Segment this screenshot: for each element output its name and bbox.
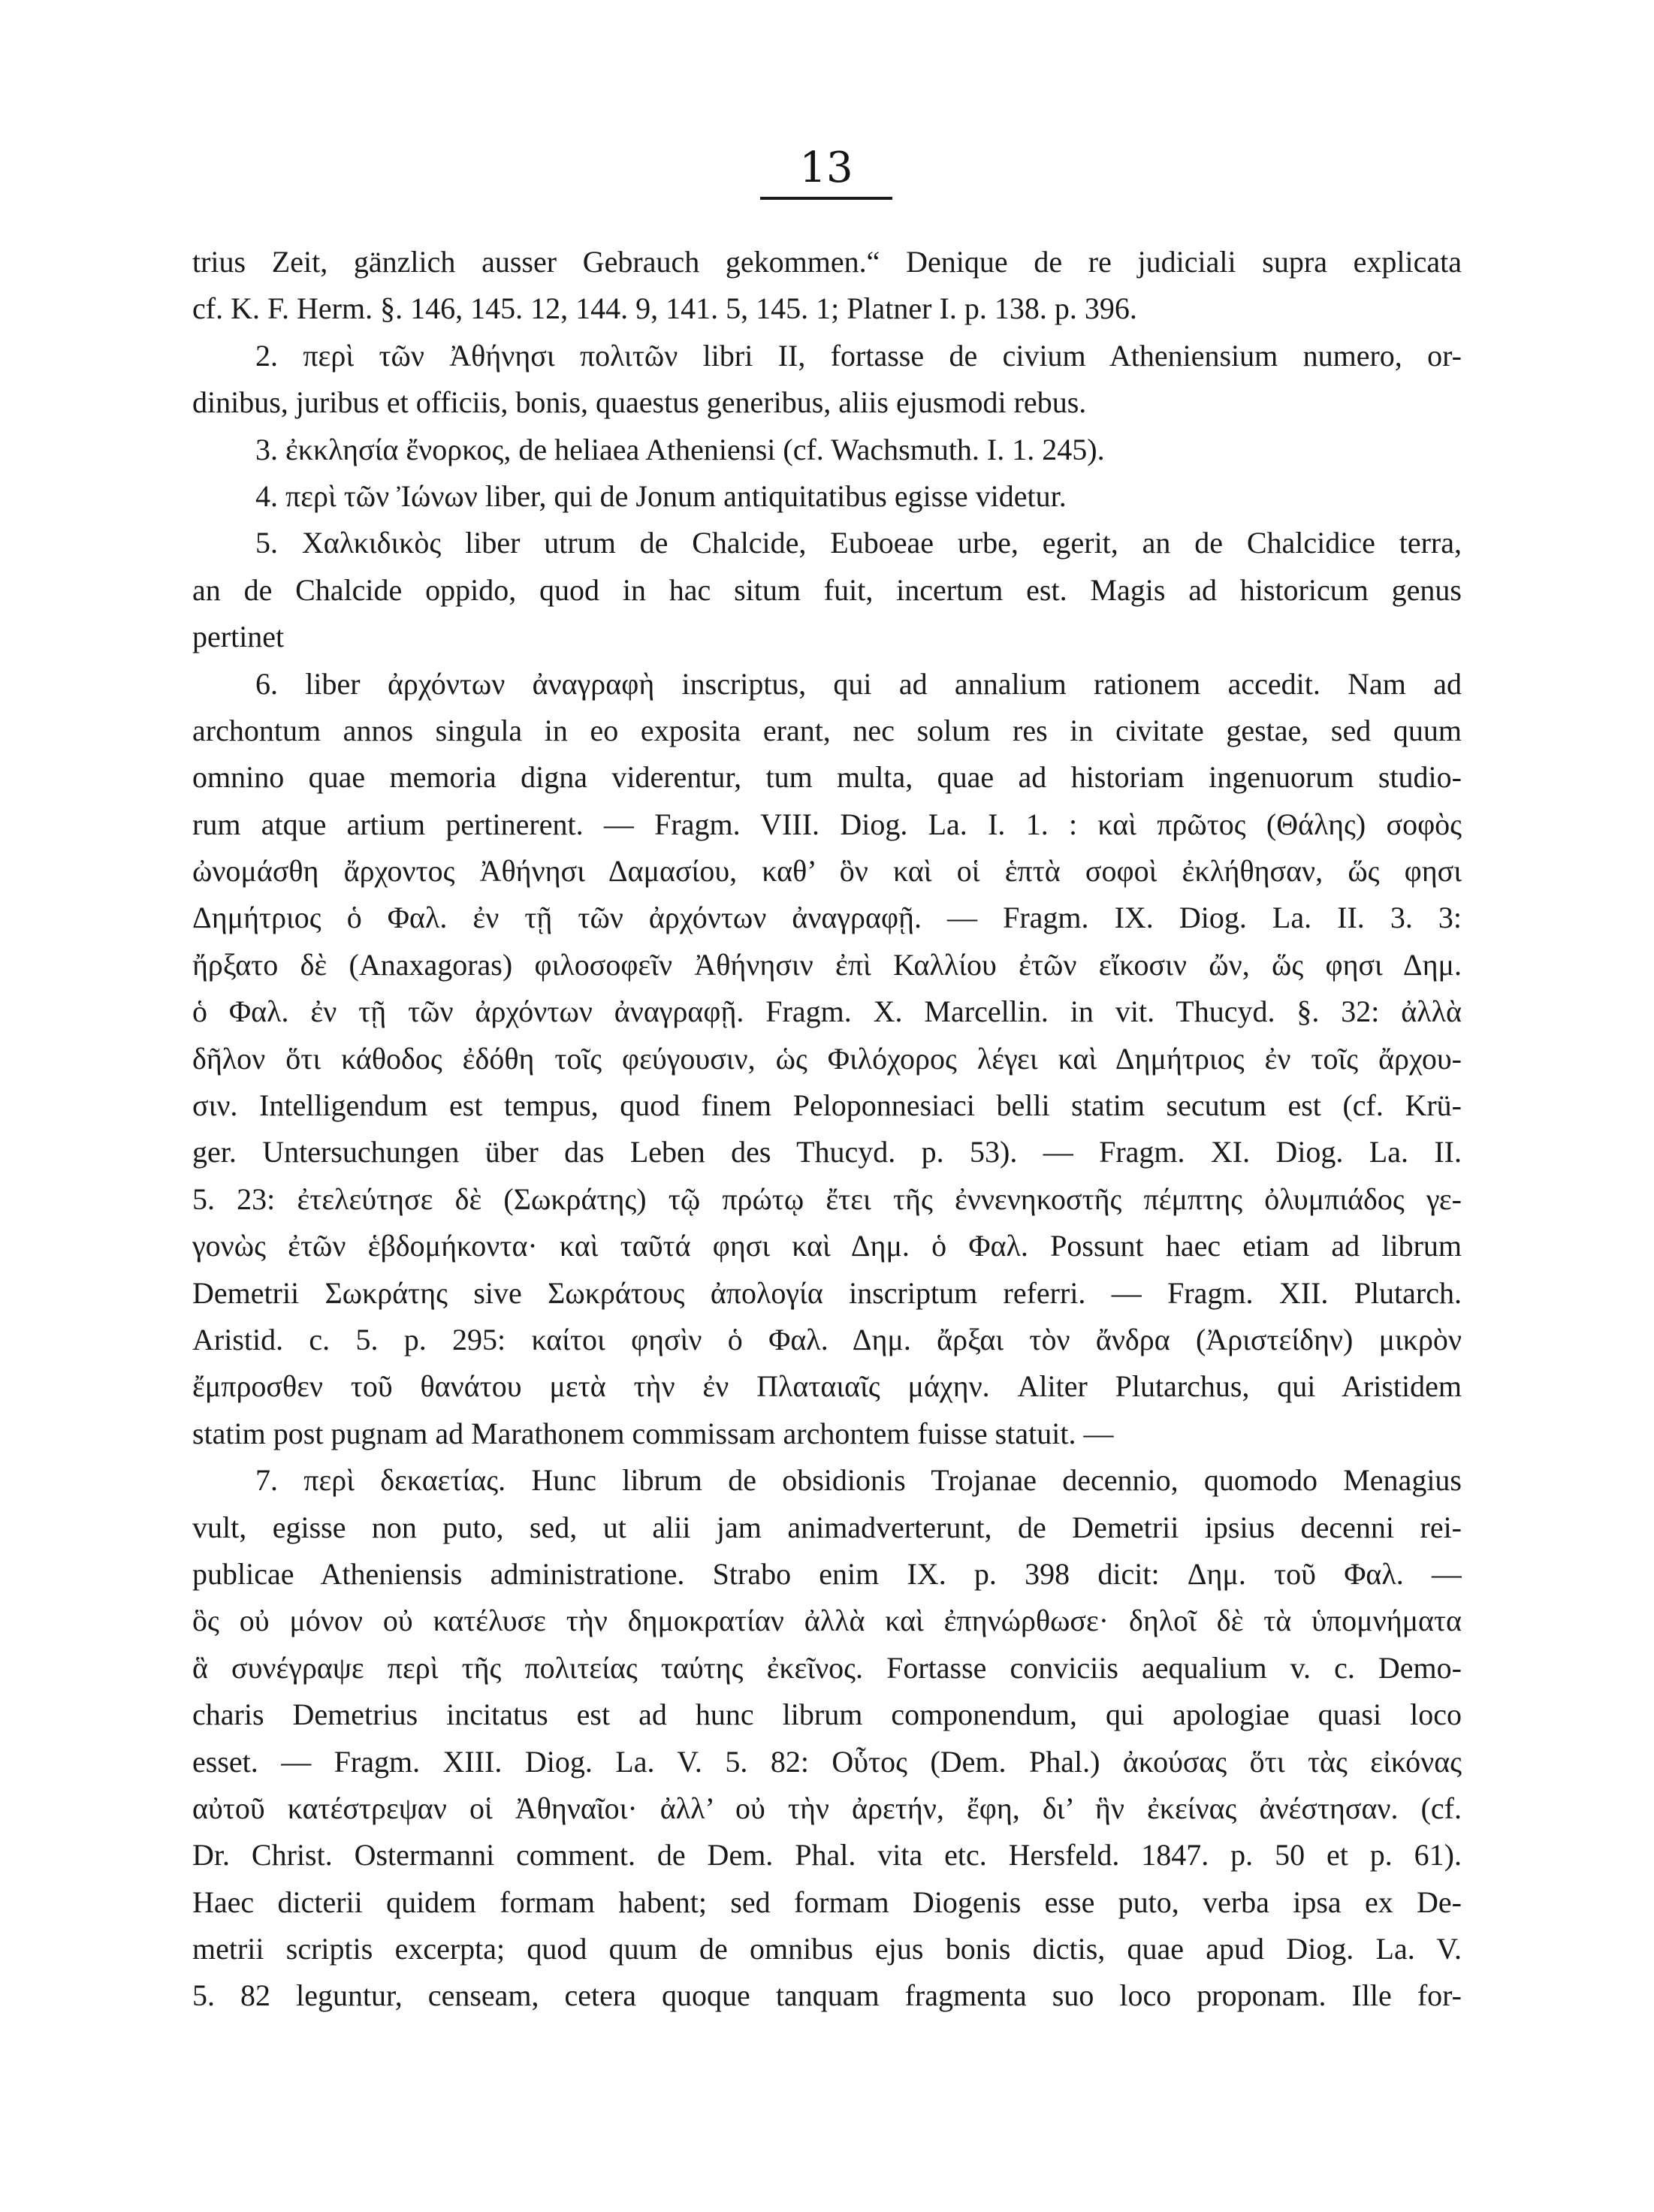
text-line: ἃ συνέγραψε περὶ τῆς πολιτείας ταύτης ἐκεῖνος. Fortasse conviciis aequalium v. c. Demo- <box>192 1650 1462 1685</box>
text-line: publicae Atheniensis administratione. Strabo enim IX. p. 398 dicit: Δημ. τοῦ Φαλ. — <box>192 1556 1462 1591</box>
text-line: Dr. Christ. Ostermanni comment. de Dem. Phal. vita etc. Hersfeld. 1847. p. 50 et p. 61). <box>192 1838 1462 1873</box>
text-line: 4. περὶ τῶν Ἰώνων liber, qui de Jonum antiquitatibus egisse videtur. <box>255 478 1067 513</box>
text-line: dinibus, juribus et officiis, bonis, quaestus generibus, aliis ejusmodi rebus. <box>192 385 1087 420</box>
text-line: 5. Χαλκιδικὸς liber utrum de Chalcide, Euboeae urbe, egerit, an de Chalcidice terra, <box>255 526 1462 560</box>
text-line: 5. 23: ἐτελεύτησε δὲ (Σωκράτης) τῷ πρώτῳ ἔτει τῆς ἐννενηκοστῆς πέμπτης ὀλυμπιάδος γε- <box>192 1181 1462 1216</box>
page-number-rule <box>760 197 892 200</box>
text-line: statim post pugnam ad Marathonem commissam archontem fuisse statuit. — <box>192 1416 1114 1450</box>
text-line: ὃς οὐ μόνον οὐ κατέλυσε τὴν δημοκρατίαν ἀλλὰ καὶ ἐπηνώρθωσε· δηλοῖ δὲ τὰ ὑπομνήματα <box>192 1604 1462 1638</box>
text-line: ἔμπροσθεν τοῦ θανάτου μετὰ τὴν ἐν Πλαταιαῖς μάχην. Aliter Plutarchus, qui Aristidem <box>192 1369 1462 1404</box>
text-line: trius Zeit, gänzlich ausser Gebrauch gekommen.“ Denique de re judiciali supra explicata <box>192 245 1462 279</box>
text-line: an de Chalcide oppido, quod in hac situm fuit, incertum est. Magis ad historicum genus <box>192 572 1462 607</box>
text-line: vult, egisse non puto, sed, ut alii jam animadverterunt, de Demetrii ipsius decenni rei- <box>192 1510 1462 1544</box>
text-line: Δημήτριος ὁ Φαλ. ἐν τῇ τῶν ἀρχόντων ἀναγραφῇ. — Fragm. IX. Diog. La. II. 3. 3: <box>192 901 1462 935</box>
body-text <box>192 239 1462 2020</box>
text-line: esset. — Fragm. XIII. Diog. La. V. 5. 82: Οὗτος (Dem. Phal.) ἀκούσας ὅτι τὰς εἰκόνας <box>192 1744 1462 1779</box>
text-line: archontum annos singula in eo exposita erant, nec solum res in civitate gestae, sed quum <box>192 713 1462 747</box>
text-line: Demetrii Σωκράτης sive Σωκράτους ἀπολογία inscriptum referri. — Fragm. XII. Plutarch. <box>192 1275 1462 1310</box>
text-line: Haec dicterii quidem formam habent; sed formam Diogenis esse puto, verba ipsa ex De- <box>192 1885 1462 1919</box>
text-line: omnino quae memoria digna viderentur, tum multa, quae ad historiam ingenuorum studio- <box>192 760 1462 795</box>
text-line: σιν. Intelligendum est tempus, quod finem Peloponnesiaci belli statim secutum est (cf. Krü- <box>192 1088 1462 1123</box>
text-line: Aristid. c. 5. p. 295: καίτοι φησὶν ὁ Φαλ. Δημ. ἄρξαι τὸν ἄνδρα (Ἀριστείδην) μικρὸν <box>192 1322 1462 1356</box>
text-line: δῆλον ὅτι κάθοδος ἐδόθη τοῖς φεύγουσιν, ὡς Φιλόχορος λέγει καὶ Δημήτριος ἐν τοῖς ἄρχου- <box>192 1041 1462 1076</box>
text-line: rum atque artium pertinerent. — Fragm. VIII. Diog. La. I. 1. : καὶ πρῶτος (Θάλης) σοφὸς <box>192 807 1462 841</box>
text-line: 3. ἐκκλησία ἔνορκος, de heliaea Atheniensi (cf. Wachsmuth. I. 1. 245). <box>255 432 1105 466</box>
text-line: ὁ Φαλ. ἐν τῇ τῶν ἀρχόντων ἀναγραφῇ. Fragm. X. Marcellin. in vit. Thucyd. §. 32: ἀλλὰ <box>192 994 1462 1029</box>
text-line: ἤρξατο δὲ (Anaxagoras) φιλοσοφεῖν Ἀθήνησιν ἐπὶ Καλλίου ἐτῶν εἴκοσιν ὤν, ὥς φησι Δημ. <box>192 947 1462 982</box>
text-line: 7. περὶ δεκαετίας. Hunc librum de obsidionis Trojanae decennio, quomodo Menagius <box>255 1463 1462 1498</box>
text-line: αὐτοῦ κατέστρεψαν οἱ Ἀθηναῖοι· ἀλλ’ οὐ τὴν ἀρετήν, ἔφη, δι’ ἣν ἐκείνας ἀνέστησαν. (cf. <box>192 1791 1462 1825</box>
text-line: 2. περὶ τῶν Ἀθήνησι πολιτῶν libri II, fortasse de civium Atheniensium numero, or- <box>255 338 1462 373</box>
text-line: 5. 82 leguntur, censeam, cetera quoque tanquam fragmenta suo loco proponam. Ille for- <box>192 1978 1462 2013</box>
text-line: pertinet <box>192 620 285 654</box>
text-line: metrii scriptis excerpta; quod quum de omnibus ejus bonis dictis, quae apud Diog. La. V. <box>192 1932 1462 1966</box>
text-line: ger. Untersuchungen über das Leben des Thucyd. p. 53). — Fragm. XI. Diog. La. II. <box>192 1135 1462 1169</box>
text-line: γονὼς ἐτῶν ἑβδομήκοντα· καὶ ταῦτά φησι καὶ Δημ. ὁ Φαλ. Possunt haec etiam ad librum <box>192 1229 1462 1263</box>
page-number: 13 <box>799 143 853 192</box>
text-line: cf. K. F. Herm. §. 146, 145. 12, 144. 9, 141. 5, 145. 1; Platner I. p. 138. p. 396. <box>192 291 1137 326</box>
text-line: 6. liber ἀρχόντων ἀναγραφὴ inscriptus, qui ad annalium rationem accedit. Nam ad <box>255 666 1462 701</box>
text-line: ὠνομάσθη ἄρχοντος Ἀθήνησι Δαμασίου, καθ’ ὃν καὶ οἱ ἑπτὰ σοφοὶ ἐκλήθησαν, ὥς φησι <box>192 854 1462 889</box>
text-line: charis Demetrius incitatus est ad hunc librum componendum, qui apologiae quasi loco <box>192 1697 1462 1732</box>
